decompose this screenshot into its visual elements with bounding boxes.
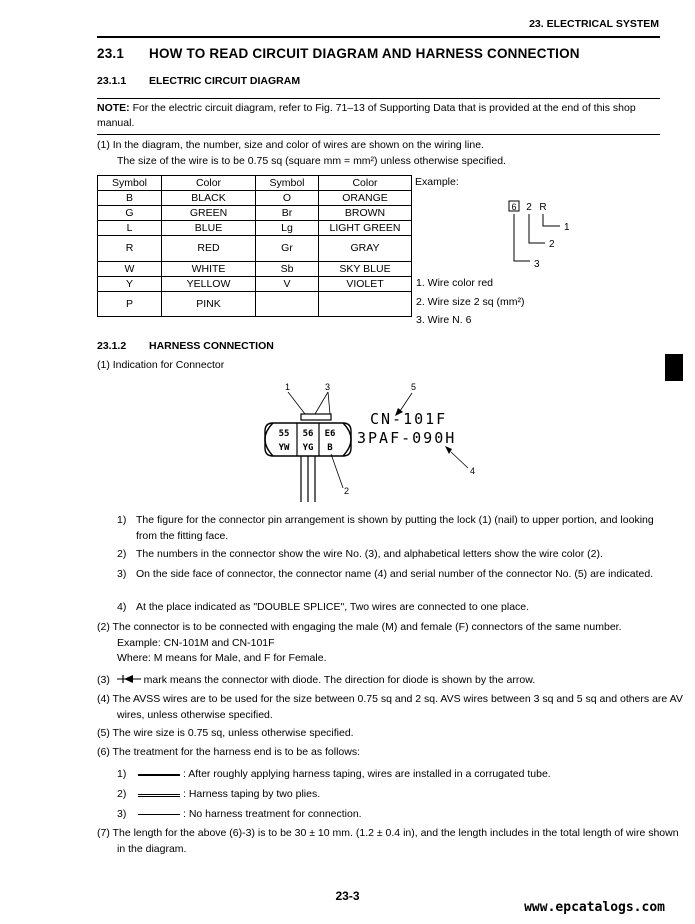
sub-item-text: The numbers in the connector show the wire No. (3), and alphabetical letters show the wire color (2). bbox=[136, 548, 603, 560]
wire-number: 6 bbox=[511, 202, 517, 212]
harness-line-symbol-2 bbox=[138, 794, 180, 797]
section-tab-marker bbox=[665, 354, 683, 381]
wire-code-example-diagram bbox=[500, 195, 580, 275]
subsection-title: ELECTRIC CIRCUIT DIAGRAM bbox=[149, 75, 301, 87]
connector-left-edge bbox=[265, 423, 273, 456]
callout-5: 5 bbox=[411, 382, 417, 392]
wire-size: 2 bbox=[526, 202, 532, 213]
subsection-number: 23.1.1 bbox=[97, 75, 127, 87]
sub-item-number: 3) bbox=[117, 568, 127, 580]
table-cell: VIOLET bbox=[319, 277, 412, 292]
connector-serial: 3PAF-090H bbox=[357, 429, 457, 447]
subsection-heading-2 bbox=[97, 340, 274, 352]
subsection-title: HARNESS CONNECTION bbox=[149, 340, 274, 352]
item-6: (6) The treatment for the harness end is to be as follows: bbox=[97, 746, 361, 758]
table-header-cell: Symbol bbox=[98, 176, 162, 191]
leader-2 bbox=[331, 454, 343, 488]
legend-2: 2. Wire size 2 sq (mm²) bbox=[416, 295, 525, 308]
header-rule bbox=[97, 36, 660, 38]
pin-top-1: 55 bbox=[278, 429, 290, 439]
table-cell: O bbox=[256, 191, 319, 206]
table-cell bbox=[256, 292, 319, 317]
item-2-2-line2: Example: CN-101M and CN-101F bbox=[117, 636, 275, 649]
item-1-line1: (1) In the diagram, the number, size and color of wires are shown on the wiring line. bbox=[97, 139, 484, 151]
table-row bbox=[98, 292, 412, 317]
table-cell: Sb bbox=[256, 262, 319, 277]
pin-bottom-1: YW bbox=[278, 443, 290, 453]
item-1 bbox=[97, 138, 663, 169]
table-cell: Gr bbox=[256, 236, 319, 262]
callout-1: 1 bbox=[285, 382, 291, 392]
item-4: (4) The AVSS wires are to be used for the size between 0.75 sq and 2 sq. AVS wires between 3 sq and 5 sq and others are AV wires, unless otherwise specified. bbox=[97, 693, 683, 721]
example-legend bbox=[416, 274, 525, 330]
item-3-label: (3) bbox=[97, 674, 110, 686]
pin-bottom-3: B bbox=[327, 443, 333, 453]
table-header-cell: Color bbox=[162, 176, 256, 191]
leader-5 bbox=[400, 393, 412, 411]
legend-1: 1. Wire color red bbox=[416, 277, 494, 289]
harness-line-symbol-1 bbox=[138, 774, 180, 776]
table-header-cell: Color bbox=[319, 176, 412, 191]
treatment-number: 1) bbox=[117, 768, 127, 780]
table-cell: GRAY bbox=[319, 236, 412, 262]
pin-top-2: 56 bbox=[302, 429, 314, 439]
section-title bbox=[97, 46, 580, 61]
legend-3: 3. Wire N. 6 bbox=[416, 314, 472, 326]
note-text: For the electric circuit diagram, refer to Fig. 71–13 of Supporting Data that is provided at the end of this shop manual. bbox=[97, 102, 636, 129]
example-label: Example: bbox=[415, 176, 459, 188]
watermark: www.epcatalogs.com bbox=[524, 900, 665, 915]
table-cell: V bbox=[256, 277, 319, 292]
leader-4 bbox=[451, 452, 468, 468]
wire-color: R bbox=[539, 202, 547, 213]
callout-2: 2 bbox=[344, 486, 350, 496]
treatment-text: : After roughly applying harness taping, wires are installed in a corrugated tube. bbox=[183, 768, 551, 780]
connector-right-edge bbox=[343, 423, 351, 456]
table-cell: ORANGE bbox=[319, 191, 412, 206]
table-header-row bbox=[98, 176, 412, 191]
item-3 bbox=[97, 673, 663, 689]
table-cell bbox=[319, 292, 412, 317]
table-cell: BLACK bbox=[162, 191, 256, 206]
sub-item-text: The figure for the connector pin arrangement is shown by putting the lock (1) (nail) to upper portion, and looking from the fitting face. bbox=[136, 514, 654, 542]
table-cell: R bbox=[98, 236, 162, 262]
leader-1 bbox=[543, 214, 560, 226]
table-cell: Lg bbox=[256, 221, 319, 236]
table-header-cell: Symbol bbox=[256, 176, 319, 191]
pin-top-3: E6 bbox=[324, 429, 336, 439]
callout-3: 3 bbox=[534, 259, 540, 270]
leader-1 bbox=[288, 392, 305, 414]
table-cell: W bbox=[98, 262, 162, 277]
connector-name: CN-101F bbox=[370, 410, 448, 428]
treatment-number: 2) bbox=[117, 788, 127, 800]
item-5: (5) The wire size is 0.75 sq, unless otherwise specified. bbox=[97, 727, 354, 739]
callout-2: 2 bbox=[549, 239, 555, 250]
table-cell: G bbox=[98, 206, 162, 221]
table-row bbox=[98, 191, 412, 206]
item-7: (7) The length for the above (6)-3) is to be 30 ± 10 mm. (1.2 ± 0.4 in), and the length includes in the total length of wire shown in the diagram. bbox=[97, 827, 679, 855]
table-cell: PINK bbox=[162, 292, 256, 317]
table-cell: BLUE bbox=[162, 221, 256, 236]
treatment-number: 3) bbox=[117, 808, 127, 820]
sub-item-text: On the side face of connector, the connector name (4) and serial number of the connector No. (5) are indicated. bbox=[136, 568, 654, 580]
color-symbol-table bbox=[97, 175, 412, 317]
leader-3 bbox=[514, 214, 530, 261]
item-2-2-line3: Where: M means for Male, and F for Female. bbox=[117, 652, 327, 664]
table-cell: Br bbox=[256, 206, 319, 221]
item-1-line2: The size of the wire is to be 0.75 sq (square mm = mm²) unless otherwise specified. bbox=[117, 154, 506, 167]
subsection-number: 23.1.2 bbox=[97, 340, 127, 352]
table-row bbox=[98, 262, 412, 277]
section-number: 23.1 bbox=[97, 46, 125, 61]
table-cell: Y bbox=[98, 277, 162, 292]
leader-3a bbox=[315, 392, 328, 414]
treatment-text: : No harness treatment for connection. bbox=[183, 808, 362, 820]
page-number: 23-3 bbox=[335, 889, 360, 903]
table-cell: BROWN bbox=[319, 206, 412, 221]
callout-1: 1 bbox=[564, 222, 570, 233]
sub-item-text: At the place indicated as "DOUBLE SPLICE", Two wires are connected to one place. bbox=[136, 601, 530, 613]
running-header: 23. ELECTRICAL SYSTEM bbox=[529, 18, 659, 30]
note-label: NOTE: bbox=[97, 102, 130, 114]
callout-3: 3 bbox=[325, 382, 331, 392]
item-2-2-line1: (2) The connector is to be connected with engaging the male (M) and female (F) connectors of the same number. bbox=[97, 621, 622, 633]
harness-line-symbol-3 bbox=[138, 814, 180, 815]
table-cell: GREEN bbox=[162, 206, 256, 221]
sub-item-number: 2) bbox=[117, 548, 127, 560]
table-row bbox=[98, 236, 412, 262]
note-box bbox=[97, 98, 660, 135]
item-2-1: (1) Indication for Connector bbox=[97, 359, 225, 371]
table-cell: P bbox=[98, 292, 162, 317]
table-cell: L bbox=[98, 221, 162, 236]
table-row bbox=[98, 206, 412, 221]
connector-lock bbox=[301, 414, 331, 420]
sub-item-number: 4) bbox=[117, 601, 127, 613]
table-row bbox=[98, 221, 412, 236]
treatment-text: : Harness taping by two plies. bbox=[183, 788, 321, 800]
item-2-2 bbox=[97, 620, 683, 667]
table-cell: YELLOW bbox=[162, 277, 256, 292]
connector-diagram bbox=[255, 378, 495, 508]
item-3-text: mark means the connector with diode. The direction for diode is shown by the arrow. bbox=[140, 674, 536, 686]
pin-bottom-2: YG bbox=[302, 443, 314, 453]
table-cell: RED bbox=[162, 236, 256, 262]
section-title-text: HOW TO READ CIRCUIT DIAGRAM AND HARNESS CONNECTION bbox=[149, 46, 580, 61]
sub-item-number: 1) bbox=[117, 514, 127, 526]
leader-3b bbox=[328, 392, 330, 414]
subsection-heading-1 bbox=[97, 75, 300, 87]
table-row bbox=[98, 277, 412, 292]
table-cell: B bbox=[98, 191, 162, 206]
callout-4: 4 bbox=[470, 466, 476, 476]
table-cell: WHITE bbox=[162, 262, 256, 277]
arrow-4 bbox=[445, 446, 452, 454]
table-cell: LIGHT GREEN bbox=[319, 221, 412, 236]
diode-mark-icon bbox=[117, 674, 141, 684]
table-cell: SKY BLUE bbox=[319, 262, 412, 277]
